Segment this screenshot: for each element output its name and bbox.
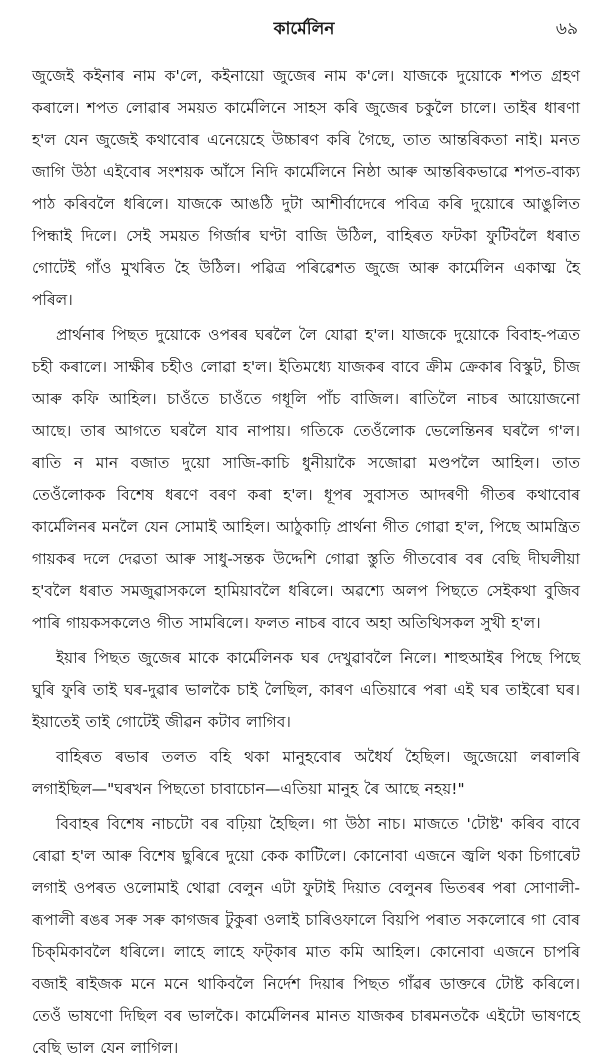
body-text (32, 60, 580, 1064)
paragraph: বাহিৰত ৰভাৰ তলত বহি থকা মানুহবোৰ অধৈৰ্য হৈছিল। জুজেয়ো লৰালৰি লগাইছিল—"ঘৰখন পিছতো চাবাচোন—এতিয়া মানুহ ৰৈ আছে নহয়!" (32, 748, 580, 798)
paragraph: জুজেই কইনাৰ নাম ক'লে, কইনায়ো জুজেৰ নাম ক'লে। যাজকে দুয়োকে শপত গ্ৰহণ কৰালে। শপত লোৱাৰ সময়ত কাৰ্মেলিনে সাহস কৰি জুজেৰ চকুলৈ চালে। তাইৰ ধাৰণা হ'ল যেন জুজেই কথাবোৰ এনেয়েহে উচ্চাৰণ কৰি গৈছে, তাত আন্তৰিকতা নাই। মনত জাগি উঠা এইবোৰ সংশয়ক আঁসে নিদি কাৰ্মেলিনে নিষ্ঠা আৰু আন্তৰিকভাৱে শপত-বাক্য পাঠ কৰিবলৈ ধৰিলে। যাজকে আঙঠি দুটা আশীৰ্বাদেৰে পবিত্ৰ কৰি দুয়োৰে আঙুলিত পিন্ধাই দিলে। সেই সময়ত গিৰ্জাৰ ঘণ্টা বাজি উঠিল, বাহিৰত ফটকা ফুটিবলৈ ধৰাত গোটেই গাঁও মুখৰিত হৈ উঠিল। পৱিত্ৰ পৰিৱেশত জুজে আৰু কাৰ্মেলিন একাত্ম হৈ পৰিল। (32, 67, 580, 309)
page-header (30, 10, 578, 44)
running-title: কাৰ্মেলিন (273, 19, 335, 39)
paragraph: প্ৰাৰ্থনাৰ পিছত দুয়োকে ওপৰৰ ঘৰলৈ লৈ যোৱা হ'ল। যাজকে দুয়োকে বিবাহ-পত্ৰত চহী কৰালে। সাক্ষীৰ চহীও লোৱা হ'ল। ইতিমধ্যে যাজকৰ বাবে ক্ৰীম ক্ৰেকাৰ বিস্কুট, চীজ আৰু কফি আহিল। চাওঁতে চাওঁতে গধূলি পাঁচ বাজিল। ৰাতিলৈ নাচৰ আয়োজনো আছে। তাৰ আগতে ঘৰলৈ যাব নাপায়। গতিকে তেওঁলোক ভেলেন্তিনৰ ঘৰলৈ গ'ল। ৰাতি ন মান বজাত দুয়ো সাজি-কাচি ধুনীয়াকৈ সজোৱা মণ্ডপলৈ আহিল। তাত তেওঁলোকক বিশেষ ধৰণে বৰণ কৰা হ'ল। ধূপৰ সুবাসত আদৰণী গীতৰ কথাবোৰ কাৰ্মেলিনৰ মনলৈ যেন সোমাই আহিল। আঠুকাঢ়ি প্ৰাৰ্থনা গীত গোৱা হ'ল, পিছে আমন্ত্ৰিত গায়কৰ দলে দেৱতা আৰু সাধু-সন্তক উদ্দেশি গোৱা স্তুতি গীতবোৰ বৰ বেছি দীঘলীয়া হ'বলৈ ধৰাত সমজুৱাসকলে হামিয়াবলৈ ধৰিলে। অৱশ্যে অলপ পিছতে সেইকথা বুজিব পাৰি গায়কসকলেও গীত সামৰিলে। ফলত নাচৰ বাবে অহা অতিথিসকল সুখী হ'ল। (32, 326, 580, 632)
paragraph: বিবাহৰ বিশেষ নাচটো বৰ বঢ়িয়া হৈছিল। গা উঠা নাচ। মাজতে 'টোষ্ট' কৰিব বাবে ৰোৱা হ'ল আৰু বিশেষ ছুৰিৰে দুয়ো কেক কাটিলে। কোনোবা এজনে জ্বলি থকা চিগাৰেট লগাই ওপৰত ওলোমাই থোৱা বেলুন এটা ফুটাই দিয়াত বেলুনৰ ভিতৰৰ পৰা সোণালী-ৰূপালী ৰঙৰ সৰু সৰু কাগজৰ টুকুৰা ওলাই চাৰিওফালে বিয়পি পৰাত সকলোৰে গা বোৰ চিক্‌মিকাবলৈ ধৰিলে। লাহে লাহে ফট্‌কাৰ মাত কমি আহিল। কোনোবা এজনে চাপৰি বজাই ৰাইজক মনে মনে থাকিবলৈ নিৰ্দেশ দিয়াৰ পিছত গাঁৱৰ ডাক্তৰে টোষ্ট কৰিলে। তেওঁ ভাষণো দিছিল বৰ ভালকৈ। কাৰ্মেলিনৰ মানত যাজকৰ চাৰমনতকৈ এইটো ভাষণহে বেছি ভাল যেন লাগিল। (32, 815, 580, 1057)
paragraph: ইয়াৰ পিছত জুজেৰ মাকে কাৰ্মেলিনক ঘৰ দেখুৱাবলৈ নিলে। শাহুআইৰ পিছে পিছে ঘুৰি ফুৰি তাই ঘৰ-দুৱাৰ ভালকৈ চাই লৈছিল, কাৰণ এতিয়াৰে পৰা এই ঘৰ তাইৰো ঘৰ। ইয়াতেই তাই গোটেই জীৱন কটাব লাগিব। (32, 649, 580, 731)
page-number: ৬৯ (555, 19, 578, 39)
